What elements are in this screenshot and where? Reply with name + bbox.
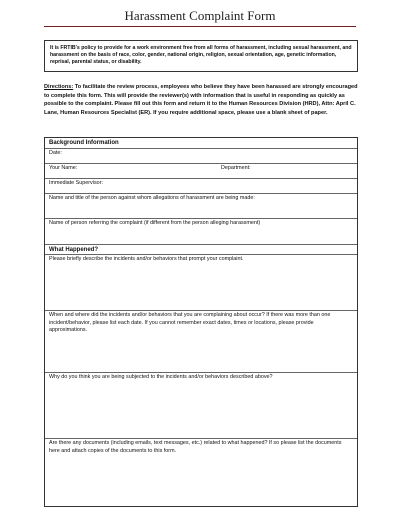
accused-label: Name and title of the person against whom allegations of harassment are being made: — [49, 195, 255, 201]
documents-field[interactable] — [45, 438, 357, 506]
your-name-field[interactable]: Your Name: — [49, 165, 78, 171]
supervisor-label: Immediate Supervisor: — [49, 180, 103, 186]
title-divider — [44, 26, 356, 27]
referrer-label: Name of person referring the complaint (if different from the person alleging harassment) — [49, 220, 261, 226]
why-label: Why do you think you are being subjected to the incidents and/or behaviors described above? — [49, 374, 273, 380]
complaint-form-table — [44, 137, 358, 507]
name-department-row — [45, 163, 357, 178]
date-label: Date: — [49, 150, 62, 156]
department-field[interactable]: Department: — [221, 165, 251, 171]
page-title: Harassment Complaint Form — [124, 8, 276, 23]
describe-field[interactable] — [45, 255, 357, 310]
referrer-field[interactable] — [45, 218, 357, 244]
directions-lead: Directions: — [44, 84, 74, 90]
when-where-field[interactable] — [45, 310, 357, 372]
documents-label: Are there any documents (including emails, text messages, etc.) related to what happened? If so please list the documents here and attach copies of the documents to this form. — [49, 440, 342, 454]
policy-statement: It is FRTIB's policy to provide for a work environment free from all forms of harassment, including sexual harassment, and harassment on the basis of race, color, gender, national origin, religion, sexual orientation, age, genetic information, reprisal, parental status, or disability. — [44, 40, 358, 72]
when-where-label: When and where did the incidents and/or behaviors that you are complaining about occur? If there was more than one incident/behavior, please list each date. If you cannot remember exact dates, times or locations, please provide approximations. — [49, 312, 331, 334]
directions-text: To facilitate the review process, employees who believe they have been harassed are strongly encouraged to complete this form. This will provide the reviewer(s) with information that is useful in responding as quickly as possible to the complaint. Please fill out this form and return it to the Human Resources Division (HRD), Attn: April C. Lane, Human Resources Specialist (ER). If you require additional space, please use a blank sheet of paper. — [44, 84, 358, 116]
describe-label: Please briefly describe the incidents and/or behaviors that prompt your complaint. — [49, 256, 244, 262]
what-happened-section-header: What Happened? — [45, 244, 357, 255]
date-field[interactable] — [45, 149, 357, 163]
background-section-header: Background Information — [45, 138, 357, 149]
accused-field[interactable] — [45, 193, 357, 218]
directions-paragraph — [44, 83, 360, 117]
why-field[interactable] — [45, 372, 357, 438]
supervisor-field[interactable] — [45, 178, 357, 193]
